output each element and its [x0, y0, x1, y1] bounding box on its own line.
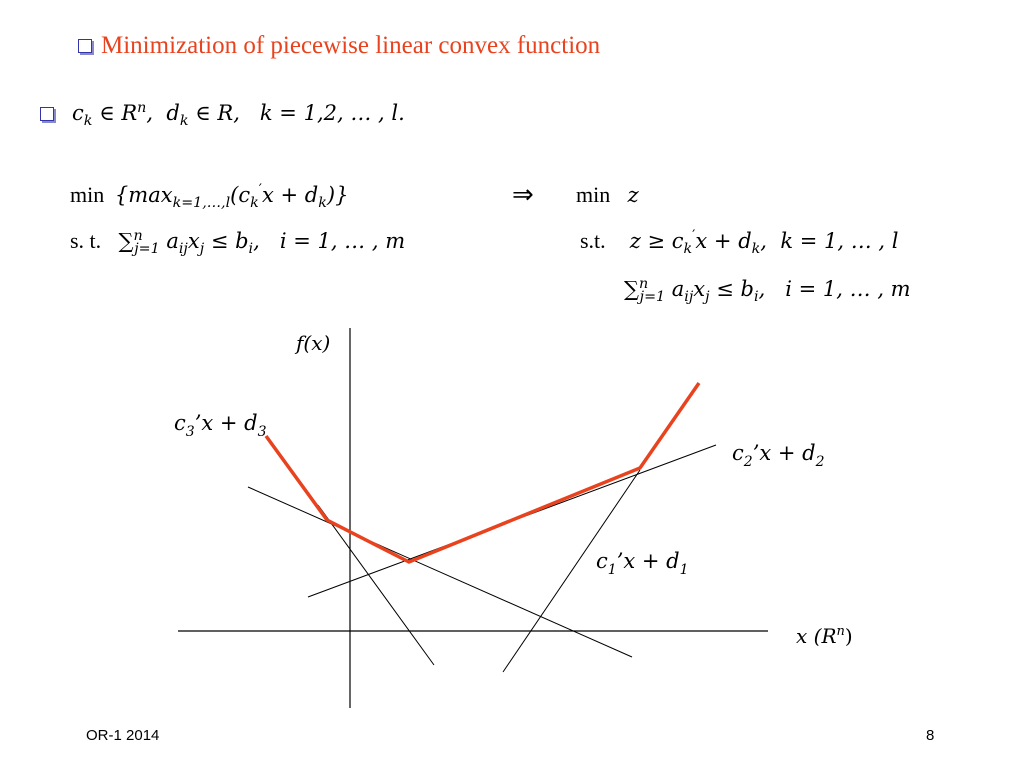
line3-label: $c_3’x + d_3$ [174, 411, 267, 440]
line2-label: $c_2’x + d_2$ [732, 441, 825, 470]
slide-title-text: Minimization of piecewise linear convex function [101, 32, 601, 59]
implies-arrow-icon: ⇒ [512, 180, 534, 209]
page-number: 8 [926, 727, 935, 744]
given-formula: $c_k$ ∈ $R^n$, $d_k$ ∈ R, k = 1,2, … , l. [72, 100, 405, 129]
lp-right-constraint-2: ∑$^n_{j=1}$ $a_{ij}x_j \le b_i$, i = 1, … , m [624, 276, 911, 305]
line-c3 [318, 505, 434, 665]
line1-label: $c_1’x + d_1$ [596, 549, 689, 578]
lp-left-constraint: s. t. ∑$^n_{j=1}$ $a_{ij}x_j \le b_i$, i = 1, … , m [70, 228, 406, 257]
y-axis-label: f(x) [296, 331, 331, 355]
x-axis-label: x $(R^n)$ [796, 624, 853, 648]
footer-label: OR-1 2014 [86, 727, 160, 744]
max-envelope [266, 383, 699, 562]
lp-right-objective: min z [576, 182, 639, 207]
lp-right-constraint-1: s.t. $z \ge c_k'x + d_k$, k = 1, … , l [580, 228, 899, 257]
lp-left-objective: $\min \{\max_{k=1,\dots,l}(c_k'x + d_k)\}$ [70, 182, 349, 211]
